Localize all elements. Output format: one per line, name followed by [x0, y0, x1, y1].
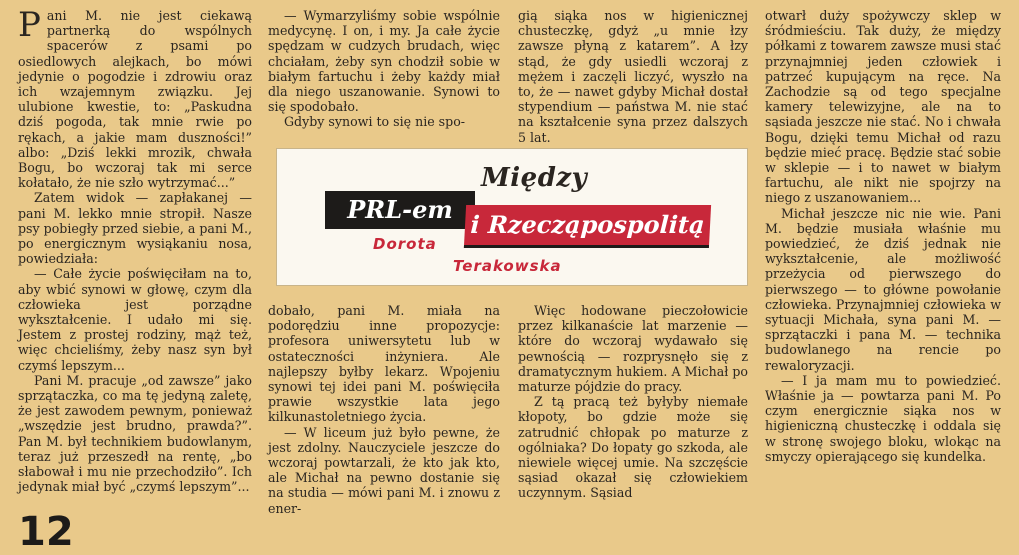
title-top: Między	[481, 163, 588, 193]
paragraph: Michał jeszcze nic nie wie. Pani M. będzie musiała właśnie mu powiedzieć, że dziś jednak nie wykształcenie, ale możliwość przeżycia od pierwszego do pierwszego — to główne powołanie człowieka. Przynajmniej człowieka w sytuacji Michała, syna pani M. — sprzątaczki i pana M. — technika budowlanego na rencie po rewaloryzacji.	[765, 205, 1001, 373]
article-column-3-top	[518, 8, 748, 145]
paragraph: otwarł duży spożywczy sklep w śródmieściu. Tak duży, że między półkami z towarem zawsze musi stać przynajmniej jeden człowiek i patrzeć kupującym na ręce. Na Zachodzie są od tego specjalne kamery telewizyjne, ale na to sąsiada jeszcze nie stać. No i chwała Bogu, dzięki temu Michał od razu będzie mieć pracę. Będzie stać sobie w sklepie — i to nawet w białym fartuchu, ale nikt nie spojrzy na niego z uszanowaniem...	[765, 8, 1001, 206]
paragraph: Więc hodowane pieczołowicie przez kilkanaście lat marzenie — które do wczoraj wydawało się pewnością — rozprysnęło się z dramatycznym hukiem. A Michał po maturze pójdzie do pracy.	[518, 303, 748, 395]
article-column-2-bottom	[268, 303, 500, 516]
paragraph	[18, 5, 252, 191]
title-black-bar: PRL-em	[325, 191, 475, 229]
paragraph: — Całe życie poświęciłam na to, aby wbić synowi w głowę, czym dla człowieka jest porządne wykształcenie. I udało mi się. Jestem z prostej rodziny, mąż też, więc chcieliśmy, żeby nasz syn był czymś lepszym...	[18, 266, 252, 373]
paragraph: — Wymarzyliśmy sobie wspólnie medycynę. I on, i my. Ja całe życie spędzam w cudzych brudach, więc chciałam, żeby syn chodził sobie w białym fartuchu i żeby każdy miał dla niego uszanowanie. Synowi to się spodobało.	[268, 8, 500, 115]
drop-cap: P	[18, 5, 41, 45]
article-header	[276, 148, 748, 286]
paragraph: gią siąka nos w higienicznej chusteczkę, gdyż „u mnie łzy zawsze płyną z katarem”. A łzy stąd, że gdy usiedli wczoraj z mężem i zaczęli liczyć, wyszło na to, że — nawet gdyby Michał dostał stypendium — państwa M. nie stać na kształcenie syna przez dalszych 5 lat.	[518, 8, 748, 145]
paragraph: — I ja mam mu to powiedzieć. Właśnie ja — powtarza pani M. Po czym energicznie siąka nos w higieniczną chusteczkę i oddala się w stronę swojego bloku, wlokąc na smyczy opierającego się kundelka.	[765, 372, 1001, 464]
page-number: 12	[18, 509, 74, 555]
article-column-3-bottom	[518, 303, 748, 501]
article-column-4	[765, 8, 1001, 464]
paragraph: Gdyby synowi to się nie spo-	[284, 114, 466, 130]
article-column-2-top	[268, 8, 500, 130]
title-red-bar: i Rzecząpospolitą	[464, 205, 711, 248]
article-column-1	[18, 5, 252, 495]
author-first-name: Dorota	[373, 235, 437, 253]
paragraph: Zatem widok — zapłakanej — pani M. lekko mnie stropił. Nasze psy pobiegły przed siebie, a pani M., po energicznym wysiąkaniu nosa, powiedziała:	[18, 190, 252, 267]
paragraph: Pani M. pracuje „od zawsze” jako sprzątaczka, co ma tę jedyną zaletę, że jest zawodem pewnym, ponieważ „wszędzie jest brudno, prawda?”. Pan M. był technikiem budowlanym, teraz już przeszedł na rentę, „bo słabował i mu nie przechodziło”. Ich jedynak miał być „czymś lepszym”...	[18, 372, 252, 495]
author-last-name: Terakowska	[453, 257, 562, 275]
paragraph: dobało, pani M. miała na podorędziu inne propozycje: profesora uniwersytetu lub w ostateczności inżyniera. Ale najlepszy byłby lekarz. Wpojeniu synowi tej idei pani M. poświęciła prawie wszystkie lata jego kilkunastoletniego życia.	[268, 303, 500, 425]
paragraph-text: ani M. nie jest ciekawą partnerką do wspólnych spacerów z psami po osiedlowych alejkach, bo mówi jedynie o pogodzie i zdrowiu oraz ich wzajemnym związku. Jej ulubione kwestie, to: „Paskudna dziś pogoda, tak mnie rwie po rękach, a jakie mam duszności!” albo: „Dziś lekki mrozik, chwała Bogu, bo wczoraj tak mi serce kołatało, że nie szło wytrzymać...”	[18, 8, 252, 191]
paragraph: — W liceum już było pewne, że jest zdolny. Nauczyciele jeszcze do wczoraj powtarzali, że kto jak kto, ale Michał na pewno dostanie się na studia — mówi pani M. i znowu z ener-	[268, 424, 500, 516]
paragraph: Z tą pracą też byłyby niemałe kłopoty, bo gdzie może się zatrudnić chłopak po maturze z ogólniaka? Do łopaty go szkoda, ale niewiele więcej umie. Na szczęście sąsiad okazał się człowiekiem uczynnym. Sąsiad	[518, 394, 748, 501]
